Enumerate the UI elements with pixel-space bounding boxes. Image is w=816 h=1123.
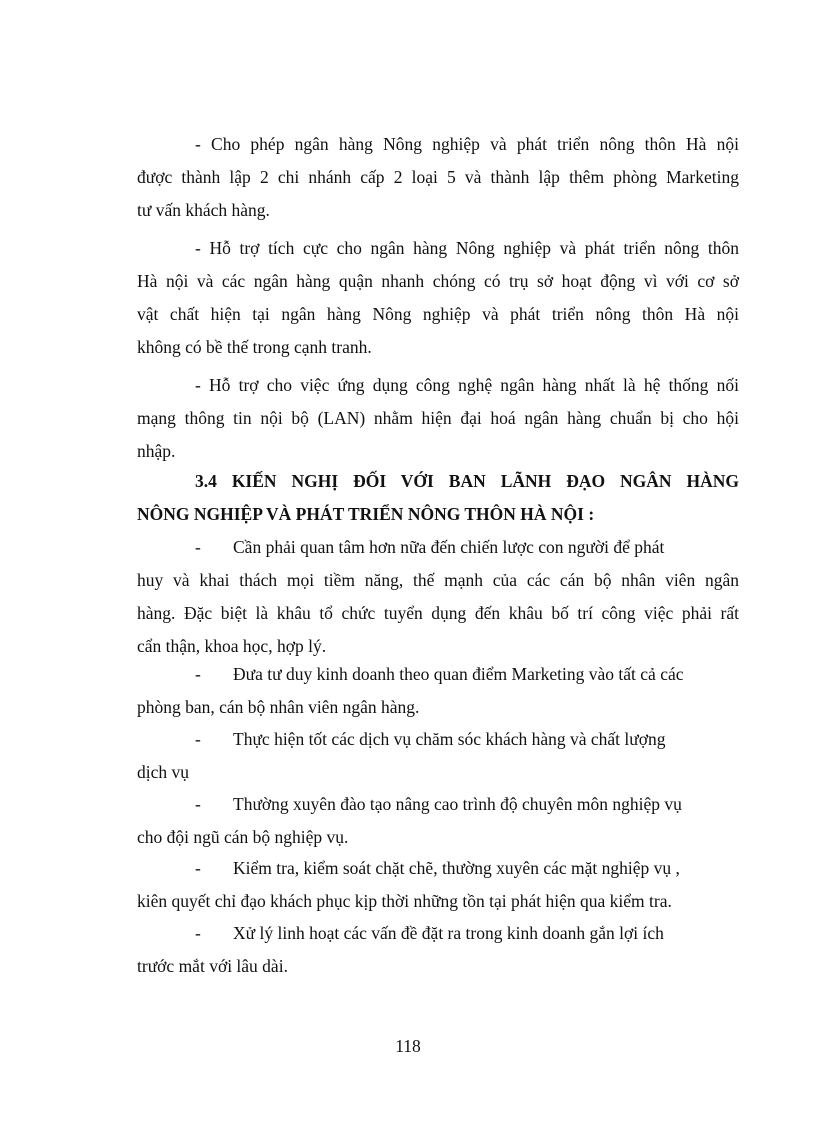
bullet-line: Thường xuyên đào tạo nâng cao trình độ chuyên môn nghiệp vụ (233, 794, 682, 814)
paragraph-line: - Cho phép ngân hàng Nông nghiệp và phát triển nông thôn Hà nội (195, 134, 739, 154)
paragraph-line: Hà nội và các ngân hàng quận nhanh chóng có trụ sở hoạt động vì với cơ sở (137, 271, 739, 291)
bullet-line: Kiểm tra, kiểm soát chặt chẽ, thường xuyên các mặt nghiệp vụ , (233, 858, 680, 878)
paragraph-line: - Hỗ trợ cho việc ứng dụng công nghệ ngân hàng nhất là hệ thống nối (195, 375, 739, 395)
paragraph-2 (137, 232, 739, 364)
bullet-line: cẩn thận, khoa học, hợp lý. (137, 636, 327, 656)
bullet-line: trước mắt với lâu dài. (137, 956, 288, 976)
bullet-item-4 (137, 788, 739, 854)
bullet-dash: - (195, 923, 201, 943)
section-heading (137, 465, 739, 531)
bullet-line: huy và khai thách mọi tiềm năng, thế mạnh của các cán bộ nhân viên ngân (137, 570, 739, 590)
paragraph-line: vật chất hiện tại ngân hàng Nông nghiệp và phát triển nông thôn Hà nội (137, 304, 739, 324)
bullet-dash: - (195, 729, 201, 749)
bullet-line: Đưa tư duy kinh doanh theo quan điểm Marketing vào tất cả các (233, 664, 684, 684)
paragraph-line: mạng thông tin nội bộ (LAN) nhằm hiện đại hoá ngân hàng chuẩn bị cho hội (137, 408, 739, 428)
paragraph-line: nhập. (137, 441, 176, 461)
bullet-dash: - (195, 858, 201, 878)
bullet-line: Xử lý linh hoạt các vấn đề đặt ra trong kinh doanh gắn lợi ích (233, 923, 664, 943)
bullet-dash: - (195, 537, 201, 557)
paragraph-1 (137, 128, 739, 227)
bullet-item-1 (137, 531, 739, 663)
paragraph-line: tư vấn khách hàng. (137, 200, 270, 220)
bullet-line: hàng. Đặc biệt là khâu tổ chức tuyển dụng đến khâu bố trí công việc phải rất (137, 603, 739, 623)
bullet-item-2 (137, 658, 739, 724)
bullet-line: kiên quyết chỉ đạo khách phục kịp thời những tồn tại phát hiện qua kiểm tra. (137, 891, 672, 911)
bullet-item-6 (137, 917, 739, 983)
page-number: 118 (395, 1036, 421, 1056)
paragraph-line: - Hỗ trợ tích cực cho ngân hàng Nông nghiệp và phát triển nông thôn (195, 238, 739, 258)
paragraph-3 (137, 369, 739, 468)
bullet-line: phòng ban, cán bộ nhân viên ngân hàng. (137, 697, 420, 717)
heading-line-1: 3.4 KIẾN NGHỊ ĐỐI VỚI BAN LÃNH ĐẠO NGÂN HÀNG (195, 471, 739, 491)
bullet-line: dịch vụ (137, 762, 190, 782)
bullet-dash: - (195, 664, 201, 684)
bullet-dash: - (195, 794, 201, 814)
paragraph-line: được thành lập 2 chi nhánh cấp 2 loại 5 và thành lập thêm phòng Marketing (137, 167, 739, 187)
heading-line-2: NÔNG NGHIỆP VÀ PHÁT TRIỂN NÔNG THÔN HÀ NỘI : (137, 504, 595, 524)
bullet-item-5 (137, 852, 739, 918)
bullet-line: Thực hiện tốt các dịch vụ chăm sóc khách hàng và chất lượng (233, 729, 666, 749)
bullet-line: Cần phải quan tâm hơn nữa đến chiến lược con người để phát (233, 537, 665, 557)
paragraph-line: không có bề thế trong cạnh tranh. (137, 337, 372, 357)
bullet-item-3 (137, 723, 739, 789)
bullet-line: cho đội ngũ cán bộ nghiệp vụ. (137, 827, 349, 847)
